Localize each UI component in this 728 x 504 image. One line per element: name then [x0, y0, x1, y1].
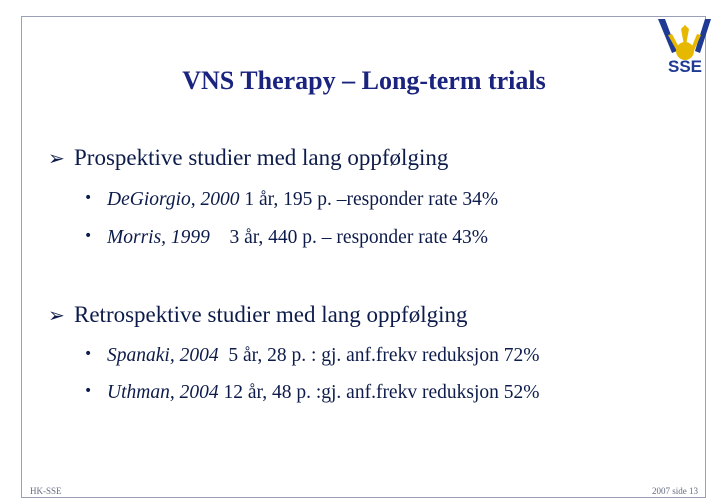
section-heading-prospective: ➢ Prospektive studier med lang oppfølging [48, 145, 449, 170]
dot-bullet-icon: • [84, 228, 93, 244]
list-item: • Uthman, 2004 12 år, 48 p. :gj. anf.frekv reduksjon 52% [84, 382, 540, 403]
arrowhead-bullet-icon: ➢ [48, 303, 65, 327]
arrowhead-bullet-icon: ➢ [48, 146, 65, 170]
footer-left: HK-SSE [30, 486, 62, 496]
sun-rays-icon [658, 19, 711, 60]
section-heading-retrospective: ➢ Retrospektive studier med lang oppfølging [48, 302, 468, 327]
dot-bullet-icon: • [84, 190, 93, 206]
slide-title: VNS Therapy – Long-term trials [182, 66, 546, 95]
list-item: • Morris, 1999 3 år, 440 p. – responder rate 43% [84, 227, 489, 248]
list-item: • DeGiorgio, 2000 1 år, 195 p. –responder rate 34% [84, 189, 499, 210]
footer-page-number: 2007 side 13 [652, 486, 698, 496]
list-item: • Spanaki, 2004 5 år, 28 p. : gj. anf.frekv reduksjon 72% [84, 345, 540, 366]
logo-text: SSE [667, 57, 703, 76]
dot-bullet-icon: • [84, 346, 93, 362]
dot-bullet-icon: • [84, 383, 93, 399]
